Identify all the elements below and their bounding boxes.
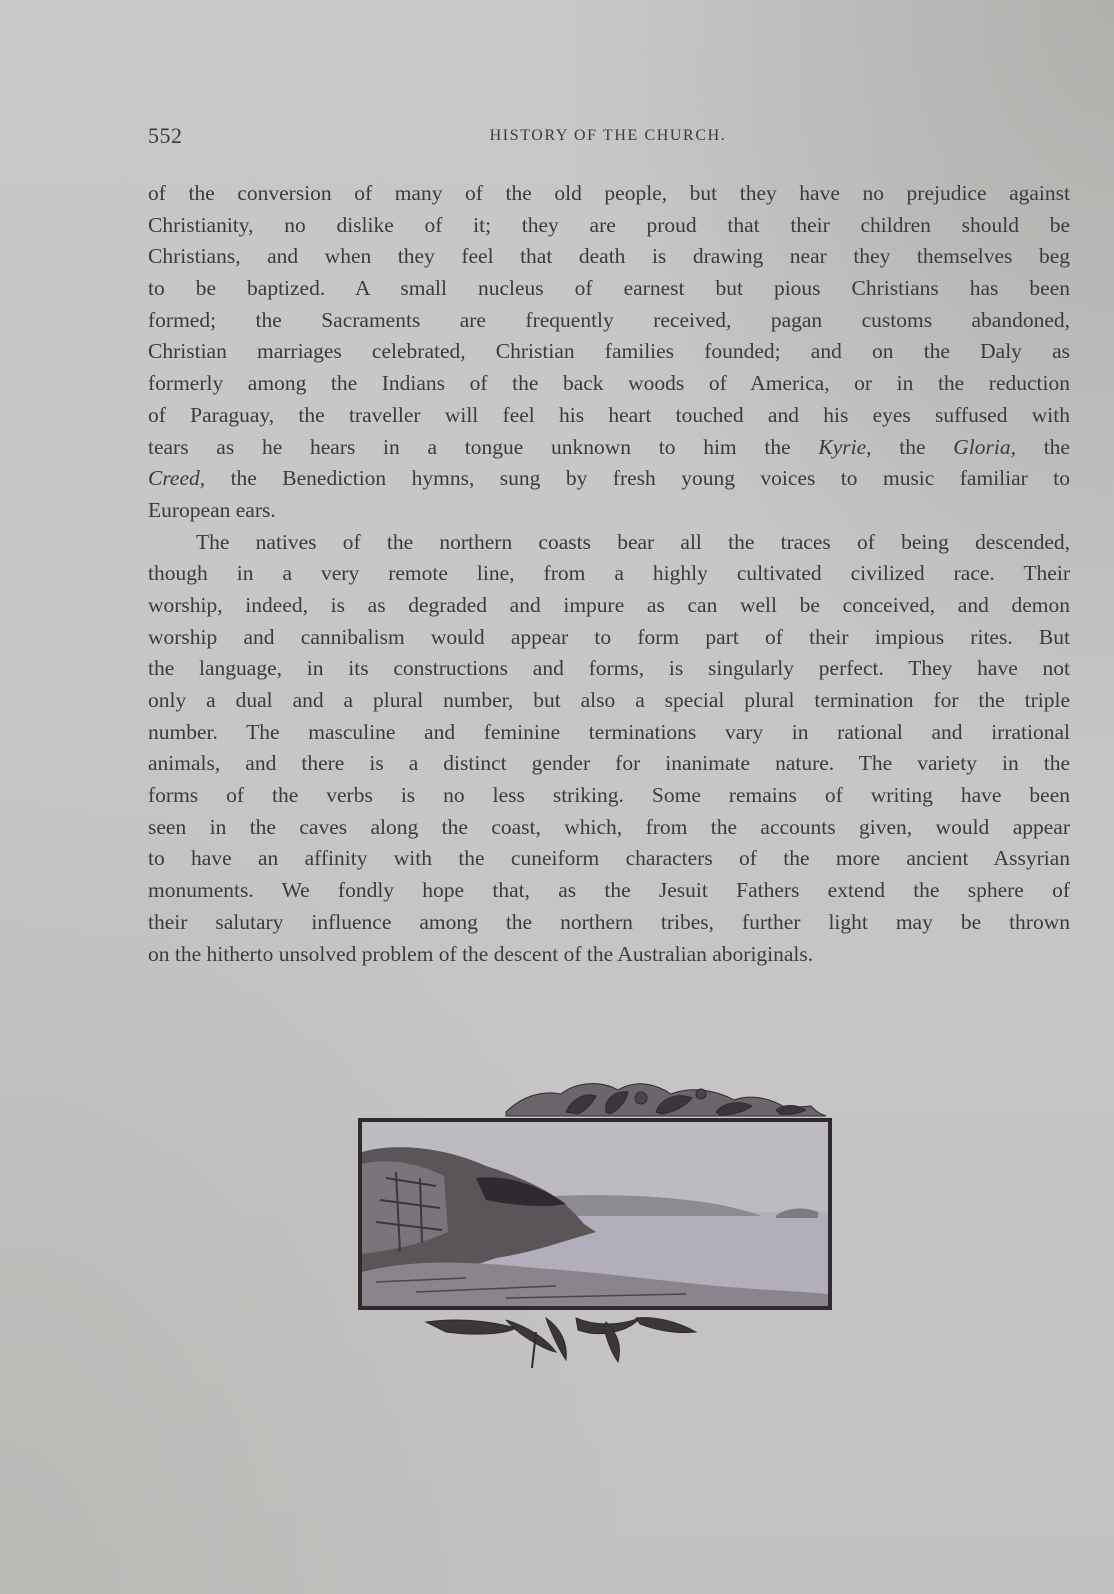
text-line bbox=[148, 875, 1070, 907]
text-segment: The natives of the northern coasts bear all the traces of being descended, bbox=[196, 529, 1070, 554]
text-segment: only a dual and a plural number, but also a special plural termination for the triple bbox=[148, 688, 1070, 712]
text-segment: formerly among the Indians of the back woods of America, or in the reduction bbox=[148, 371, 1070, 396]
page-number: 552 bbox=[148, 123, 183, 148]
text-line bbox=[148, 241, 1070, 273]
text-line bbox=[148, 780, 1070, 812]
text-segment: tears as he hears in a tongue unknown to him the bbox=[148, 434, 819, 459]
text-segment: formed; the Sacraments are frequently received, pagan customs abandoned, bbox=[148, 307, 1070, 332]
text-segment: number. The masculine and feminine terminations vary in rational and irrational bbox=[148, 719, 1070, 744]
text-line bbox=[148, 653, 1070, 685]
text-line bbox=[148, 178, 1070, 210]
text-line bbox=[148, 685, 1070, 717]
text-line bbox=[148, 368, 1070, 400]
text-segment: seen in the caves along the coast, which, from the accounts given, would appear bbox=[148, 814, 1070, 839]
text-line bbox=[148, 748, 1070, 780]
text-segment: their salutary influence among the northern tribes, further light may be thrown bbox=[148, 909, 1070, 934]
text-line bbox=[148, 558, 1070, 590]
italic-term: Gloria, bbox=[953, 434, 1016, 459]
text-segment: worship, indeed, is as degraded and impure as can well be conceived, and demon bbox=[148, 592, 1070, 617]
text-segment: forms of the verbs is no less striking. Some remains of writing have been bbox=[148, 783, 1070, 808]
text-line bbox=[148, 432, 1070, 464]
text-line bbox=[148, 305, 1070, 337]
text-line bbox=[148, 590, 1070, 622]
text-segment: worship and cannibalism would appear to form part of their impious rites. But bbox=[148, 624, 1070, 649]
text-segment: European ears. bbox=[148, 497, 276, 522]
text-segment: monuments. We fondly hope that, as the Jesuit Fathers extend the sphere of bbox=[148, 878, 1070, 903]
text-segment: of the conversion of many of the old people, but they have no prejudice against bbox=[148, 181, 1070, 205]
paragraph bbox=[148, 178, 1070, 527]
text-line bbox=[148, 495, 1070, 527]
text-line bbox=[148, 812, 1070, 844]
coastal-engraving-illustration bbox=[356, 1082, 848, 1382]
text-line bbox=[148, 527, 1070, 559]
body-text bbox=[148, 178, 1070, 970]
text-line bbox=[148, 463, 1070, 495]
text-line bbox=[148, 400, 1070, 432]
paragraph bbox=[148, 527, 1070, 971]
text-line bbox=[148, 907, 1070, 939]
text-segment: to have an affinity with the cuneiform characters of the more ancient Assyrian bbox=[148, 846, 1070, 871]
text-line bbox=[148, 622, 1070, 654]
text-line bbox=[148, 939, 1070, 971]
text-segment: the language, in its constructions and forms, is singularly perfect. They have not bbox=[148, 656, 1070, 681]
text-segment: Christian marriages celebrated, Christian families founded; and on the Daly as bbox=[148, 339, 1070, 364]
text-line bbox=[148, 843, 1070, 875]
text-segment: the bbox=[871, 434, 954, 459]
text-line bbox=[148, 210, 1070, 242]
italic-term: Kyrie, bbox=[818, 434, 872, 459]
text-segment: Christians, and when they feel that death is drawing near they themselves beg bbox=[148, 244, 1070, 269]
text-segment: to be baptized. A small nucleus of earnest but pious Christians has been bbox=[148, 276, 1070, 301]
text-segment: on the hitherto unsolved problem of the descent of the Australian aboriginals. bbox=[148, 941, 814, 966]
text-line bbox=[148, 273, 1070, 305]
text-segment: of Paraguay, the traveller will feel his heart touched and his eyes suffused with bbox=[148, 402, 1070, 427]
text-segment: the bbox=[1015, 434, 1070, 459]
text-segment: animals, and there is a distinct gender for inanimate nature. The variety in the bbox=[148, 751, 1070, 776]
italic-term: Creed, bbox=[148, 466, 206, 491]
text-line bbox=[148, 336, 1070, 368]
running-head bbox=[148, 123, 1068, 153]
text-segment: the Benediction hymns, sung by fresh young voices to music familiar to bbox=[205, 466, 1070, 491]
top-floral-ornament bbox=[506, 1084, 826, 1116]
text-segment: though in a very remote line, from a highly cultivated civilized race. Their bbox=[148, 561, 1070, 586]
running-title: HISTORY OF THE CHURCH. bbox=[489, 127, 727, 144]
bottom-floral-ornament bbox=[426, 1318, 696, 1368]
text-segment: Christianity, no dislike of it; they are proud that their children should be bbox=[148, 212, 1070, 237]
text-line bbox=[148, 717, 1070, 749]
